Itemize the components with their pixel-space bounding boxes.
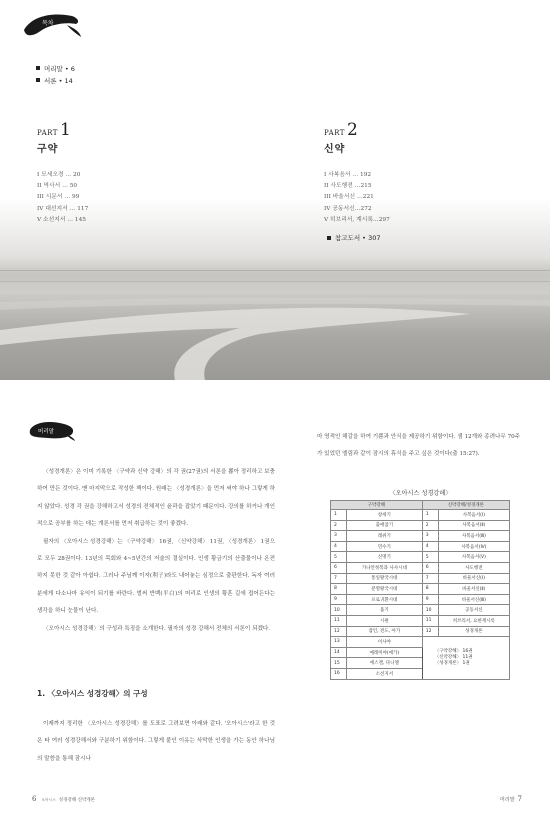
ot-title: 통일왕국시대 bbox=[347, 573, 423, 584]
toc-item[interactable]: III 바울서신 …221 bbox=[324, 194, 374, 201]
chapter-label: 머리말 bbox=[500, 797, 515, 803]
table-row bbox=[331, 531, 510, 542]
nt-title: 사복음서(Ⅲ) bbox=[438, 531, 509, 542]
square-bullet-icon bbox=[36, 66, 40, 70]
preface-body-left bbox=[37, 464, 275, 638]
nt-number: 9 bbox=[422, 594, 438, 605]
part-2-toc bbox=[324, 170, 390, 226]
ot-number: 5 bbox=[331, 552, 347, 563]
part-1-section bbox=[37, 120, 88, 226]
toc-item[interactable]: II 역사서 … 50 bbox=[37, 183, 78, 190]
nav-item-references[interactable] bbox=[327, 233, 381, 242]
table-row bbox=[331, 552, 510, 563]
table-row bbox=[331, 637, 510, 648]
preface-body-right: 마 영적인 해갈을 하여 기쁨과 안식을 제공하기 위함이다. 샘 12개와 종려나무 70주가 있었던 엘림과 같이 잠시의 휴식을 주고 싶은 것이다(출 15:27). bbox=[317, 434, 521, 458]
ot-number: 7 bbox=[331, 573, 347, 584]
ot-number: 13 bbox=[331, 637, 347, 648]
logo-text: 목차 bbox=[42, 20, 54, 27]
nt-number: 4 bbox=[422, 541, 438, 552]
nt-number: 12 bbox=[422, 626, 438, 637]
photo-sea bbox=[0, 258, 550, 294]
nt-title: 히브리서, 요한계시록 bbox=[438, 615, 509, 626]
toc-item[interactable]: I 사복음서 … 192 bbox=[324, 172, 372, 178]
ot-title: 분열왕국시대 bbox=[347, 584, 423, 595]
paragraph: 〈오아시스 성경강해〉의 구성과 특징을 소개한다. 필자의 성경 강해서 전체의 서론이 되겠다. bbox=[43, 625, 271, 632]
book-title: 성경강해 신약개론 bbox=[58, 798, 96, 803]
ot-number: 6 bbox=[331, 562, 347, 573]
front-matter-list bbox=[36, 62, 75, 86]
nt-title: 바울서신(Ⅲ) bbox=[438, 594, 509, 605]
contents-page bbox=[0, 0, 550, 380]
nt-number: 1 bbox=[422, 510, 438, 521]
nt-number: 11 bbox=[422, 615, 438, 626]
ot-title: 시편 bbox=[347, 615, 423, 626]
table-header-nt: 신약강해/성경개론 bbox=[422, 501, 509, 510]
summary-note: 〈성경개론〉 1권 bbox=[434, 660, 470, 666]
table-row bbox=[331, 594, 510, 605]
logo-text: 머리말 bbox=[38, 429, 54, 435]
preface-spread bbox=[0, 380, 550, 814]
part-label: PART bbox=[324, 129, 345, 137]
photo-wave-line bbox=[0, 270, 550, 271]
ot-title: 가나안정복과 사사시대 bbox=[347, 562, 423, 573]
ot-title: 잠언, 전도, 아가 bbox=[347, 626, 423, 637]
nt-title: 사복음서(Ⅴ) bbox=[438, 552, 509, 563]
preface-body-left-continued bbox=[37, 716, 275, 768]
toc-item[interactable]: V 소선지서 … 145 bbox=[37, 216, 86, 223]
nav-item-label: 서론 • 14 bbox=[44, 76, 73, 85]
table-title: 〈오아시스 성경강해〉 bbox=[389, 490, 452, 497]
oasis-series-table bbox=[330, 500, 510, 680]
part-1-toc bbox=[37, 170, 88, 226]
nt-number: 2 bbox=[422, 520, 438, 531]
ot-title: 민수기 bbox=[347, 541, 423, 552]
nt-number: 7 bbox=[422, 573, 438, 584]
page-number: 6 bbox=[32, 795, 37, 803]
table-row bbox=[331, 510, 510, 521]
page-number: 7 bbox=[517, 795, 522, 803]
ot-number: 16 bbox=[331, 668, 347, 679]
nt-number: 3 bbox=[422, 531, 438, 542]
paragraph: 〈성경개론〉은 이미 기록한 〈구약과 신약 강해〉의 각 권(27권)의 서론을 뽑아 정리하고 보충하여 만든 것이다. 맨 마지막으로 작성한 책이다. 원래는 〈성경개론〉을 먼저 써야 하나 그렇게 하지 않았다. 성경 각 권을 강해하고서 성경의 전체적인 윤곽을 잡았기 때문이다. 강의를 하거나 개인적으로 공부를 하는 데는 개론서를 먼저 취급하는 것이 좋겠다. bbox=[37, 469, 275, 528]
nt-number: 5 bbox=[422, 552, 438, 563]
nt-title: 바울서신(Ⅱ) bbox=[438, 584, 509, 595]
ot-number: 10 bbox=[331, 605, 347, 616]
table-row bbox=[331, 573, 510, 584]
paragraph: 이제까지 정리한 〈오아시스 성경강해〉를 도표로 그려보면 아래와 같다. '오아시스'라고 한 것은 타 여러 성경강해서와 구분하기 위함이다. 그렇게 붙인 이유는 삭막한 인생을 가는 동안 하나님의 말씀을 통해 잠시나 bbox=[37, 721, 275, 762]
nt-title: 사복음서(Ⅱ) bbox=[438, 520, 509, 531]
ot-number: 3 bbox=[331, 531, 347, 542]
ot-title: 레위기 bbox=[347, 531, 423, 542]
ot-title: 출애굽기 bbox=[347, 520, 423, 531]
toc-item[interactable]: IV 공동서신…272 bbox=[324, 205, 372, 212]
ot-title: 에스겔, 다니엘 bbox=[347, 658, 423, 669]
ot-number: 4 bbox=[331, 541, 347, 552]
nt-number: 8 bbox=[422, 584, 438, 595]
part-2-section bbox=[324, 120, 390, 226]
part-number: 2 bbox=[346, 120, 358, 140]
references-label: 참고도서 • 307 bbox=[335, 234, 381, 242]
nt-title: 사복음서(Ⅳ) bbox=[438, 541, 509, 552]
ot-number: 14 bbox=[331, 647, 347, 658]
ot-number: 2 bbox=[331, 520, 347, 531]
summary-note: 〈구약강해〉 16권 bbox=[434, 648, 473, 654]
nav-item-label: 머리말 • 6 bbox=[44, 64, 75, 73]
ot-number: 1 bbox=[331, 510, 347, 521]
table-row bbox=[331, 615, 510, 626]
nav-item-introduction[interactable] bbox=[36, 74, 75, 86]
table-summary-notes bbox=[422, 637, 509, 679]
nt-number: 10 bbox=[422, 605, 438, 616]
nt-number: 6 bbox=[422, 562, 438, 573]
ot-title: 욥기 bbox=[347, 605, 423, 616]
nt-title: 사복음서(Ⅰ) bbox=[438, 510, 509, 521]
summary-note: 〈신약강해〉 11권 bbox=[434, 654, 473, 660]
ot-title: 소선지서 bbox=[347, 668, 423, 679]
section-heading: 1. 〈오아시스 성경강해〉의 구성 bbox=[37, 689, 148, 698]
ot-number: 8 bbox=[331, 584, 347, 595]
ot-title: 예레미야(애가) bbox=[347, 647, 423, 658]
footer-left bbox=[32, 795, 95, 803]
part-title: 구약 bbox=[37, 144, 59, 155]
nav-item-preface[interactable] bbox=[36, 62, 75, 74]
nt-title: 바울서신(Ⅰ) bbox=[438, 573, 509, 584]
table-row bbox=[331, 562, 510, 573]
nt-title: 공동서신 bbox=[438, 605, 509, 616]
paragraph: 필자의 〈오아시스 성경강해〉는 〈구약강해〉 16권, 〈신약강해〉 11권, 〈성경개론〉 1권으로 모두 28권이다. 13년의 목회와 4~5년간의 저술의 결실이다. 인생 황금기의 산출물이나 온전하지 못한 것 같아 아쉽다. 그러나 주님께 이저(利子)라도 내어놓는 심정으로 출판한다. 독자 여러분에게 다소나마 유익이 되기를 바란다. 벌써 반백(半白)의 머리로 인생의 황혼 길에 접어든다는 생각을 하니 눈물이 난다. bbox=[37, 538, 275, 615]
nt-title: 성경개론 bbox=[438, 626, 509, 637]
ot-number: 12 bbox=[331, 626, 347, 637]
square-bullet-icon bbox=[327, 236, 331, 240]
ot-number: 9 bbox=[331, 594, 347, 605]
preface-brush-logo bbox=[28, 418, 76, 442]
part-number: 1 bbox=[59, 120, 71, 140]
ot-number: 11 bbox=[331, 615, 347, 626]
table-row bbox=[331, 584, 510, 595]
ot-number: 15 bbox=[331, 658, 347, 669]
ot-title: 포로귀환시대 bbox=[347, 594, 423, 605]
series-name: 오아시스 bbox=[41, 798, 56, 802]
table-header-ot: 구약강해 bbox=[331, 501, 423, 510]
part-label: PART bbox=[37, 129, 58, 137]
nt-title: 사도행전 bbox=[438, 562, 509, 573]
table-row bbox=[331, 626, 510, 637]
table-row bbox=[331, 541, 510, 552]
toc-item[interactable]: I 모세오경 … 20 bbox=[37, 172, 81, 178]
toc-item[interactable]: V 히브리서, 계시록…297 bbox=[324, 216, 390, 223]
toc-item[interactable]: IV 대선지서 … 117 bbox=[37, 205, 89, 212]
toc-item[interactable]: III 시문서 … 99 bbox=[37, 194, 80, 201]
part-title: 신약 bbox=[324, 144, 346, 155]
table-row bbox=[331, 605, 510, 616]
table-row bbox=[331, 520, 510, 531]
toc-item[interactable]: II 사도행전 …215 bbox=[324, 183, 372, 190]
square-bullet-icon bbox=[36, 78, 40, 82]
contents-brush-logo bbox=[22, 10, 82, 40]
photo-stream-image bbox=[0, 290, 550, 380]
photo-wave-line bbox=[0, 281, 550, 282]
ot-title: 신명기 bbox=[347, 552, 423, 563]
ot-title: 창세기 bbox=[347, 510, 423, 521]
footer-right bbox=[500, 795, 522, 803]
ot-title: 이사야 bbox=[347, 637, 423, 648]
